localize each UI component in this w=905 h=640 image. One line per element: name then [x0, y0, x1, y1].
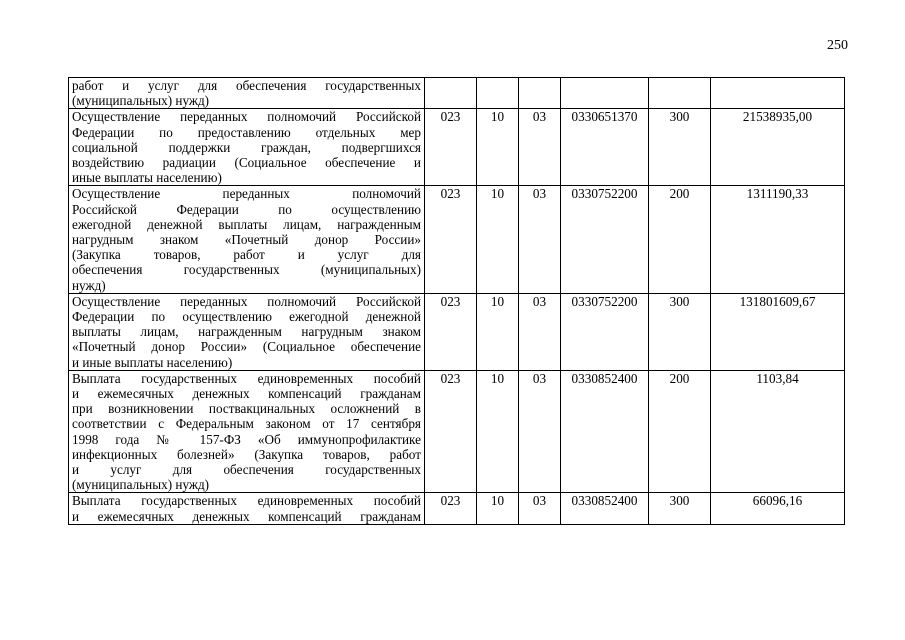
- subsection-code: 03: [519, 186, 561, 293]
- section-code: [477, 78, 519, 109]
- table-row: [69, 78, 845, 109]
- target-article: 0330752200: [561, 186, 649, 293]
- description-line: Федерации по осуществлению ежегодной денежной: [72, 309, 421, 325]
- amount: 131801609,67: [711, 293, 845, 370]
- ministry-code: 023: [425, 109, 477, 186]
- row-description: [69, 186, 425, 293]
- row-description: [69, 109, 425, 186]
- description-line: и ежемесячных денежных компенсаций гражданам: [72, 508, 421, 524]
- description-line: при возникновении поствакцинальных осложнений в: [72, 401, 421, 417]
- target-article: 0330651370: [561, 109, 649, 186]
- subsection-code: [519, 78, 561, 109]
- description-line: нагрудным знаком «Почетный донор России»: [72, 232, 421, 248]
- expense-type: 300: [649, 493, 711, 524]
- description-line: Осуществление переданных полномочий: [72, 186, 421, 202]
- expense-type: [649, 78, 711, 109]
- expense-type: 200: [649, 370, 711, 493]
- description-line: (Закупка товаров, работ и услуг для: [72, 247, 421, 263]
- description-line: Выплата государственных единовременных пособий: [72, 370, 421, 386]
- description-line: Выплата государственных единовременных пособий: [72, 493, 421, 509]
- description-line: инфекционных болезней» (Закупка товаров, работ: [72, 446, 421, 462]
- description-line: (муниципальных) нужд): [72, 477, 210, 493]
- description-line: 1998 года № 157-ФЗ «Об иммунопрофилактике: [72, 431, 421, 447]
- description-line: выплаты лицам, награжденным нагрудным знаком: [72, 324, 421, 340]
- expense-type: 300: [649, 293, 711, 370]
- target-article: 0330752200: [561, 293, 649, 370]
- description-line: обеспечения государственных (муниципальных): [72, 262, 421, 278]
- description-line: ежегодной денежной выплаты лицам, награжденным: [72, 216, 421, 232]
- description-line: (муниципальных) нужд): [72, 93, 210, 109]
- description-line: социальной поддержки граждан, подвергшихся: [72, 139, 421, 155]
- target-article: [561, 78, 649, 109]
- description-line: воздействию радиации (Социальное обеспечение и: [72, 155, 421, 171]
- row-description: [69, 78, 425, 109]
- description-line: Федерации по предоставлению отдельных мер: [72, 124, 421, 140]
- subsection-code: 03: [519, 293, 561, 370]
- description-line: нужд): [72, 277, 106, 293]
- ministry-code: [425, 78, 477, 109]
- table-row: [69, 186, 845, 293]
- description-line: и услуг для обеспечения государственных: [72, 462, 421, 478]
- description-line: Осуществление переданных полномочий Российской: [72, 293, 421, 309]
- section-code: 10: [477, 293, 519, 370]
- target-article: 0330852400: [561, 493, 649, 524]
- description-line: соответствии с Федеральным законом от 17 сентября: [72, 416, 421, 432]
- row-description: [69, 493, 425, 524]
- subsection-code: 03: [519, 493, 561, 524]
- table-row: [69, 370, 845, 493]
- amount: 21538935,00: [711, 109, 845, 186]
- amount: 1311190,33: [711, 186, 845, 293]
- row-description: [69, 370, 425, 493]
- description-line: и иные выплаты населению): [72, 354, 233, 370]
- expense-type: 200: [649, 186, 711, 293]
- amount: [711, 78, 845, 109]
- table-row: [69, 493, 845, 524]
- description-line: и ежемесячных денежных компенсаций гражданам: [72, 386, 421, 402]
- table-row: [69, 109, 845, 186]
- row-description: [69, 293, 425, 370]
- description-line: Осуществление переданных полномочий Российской: [72, 109, 421, 125]
- section-code: 10: [477, 493, 519, 524]
- section-code: 10: [477, 109, 519, 186]
- section-code: 10: [477, 186, 519, 293]
- ministry-code: 023: [425, 186, 477, 293]
- subsection-code: 03: [519, 370, 561, 493]
- budget-table: [68, 77, 845, 525]
- description-line: «Почетный донор России» (Социальное обеспечение: [72, 339, 421, 355]
- ministry-code: 023: [425, 293, 477, 370]
- subsection-code: 03: [519, 109, 561, 186]
- description-line: иные выплаты населению): [72, 170, 222, 186]
- description-line: Российской Федерации по осуществлению: [72, 201, 421, 217]
- section-code: 10: [477, 370, 519, 493]
- expense-type: 300: [649, 109, 711, 186]
- ministry-code: 023: [425, 370, 477, 493]
- amount: 1103,84: [711, 370, 845, 493]
- description-line: работ и услуг для обеспечения государственных: [72, 78, 421, 93]
- ministry-code: 023: [425, 493, 477, 524]
- table-row: [69, 293, 845, 370]
- target-article: 0330852400: [561, 370, 649, 493]
- page-number: 250: [827, 38, 848, 53]
- amount: 66096,16: [711, 493, 845, 524]
